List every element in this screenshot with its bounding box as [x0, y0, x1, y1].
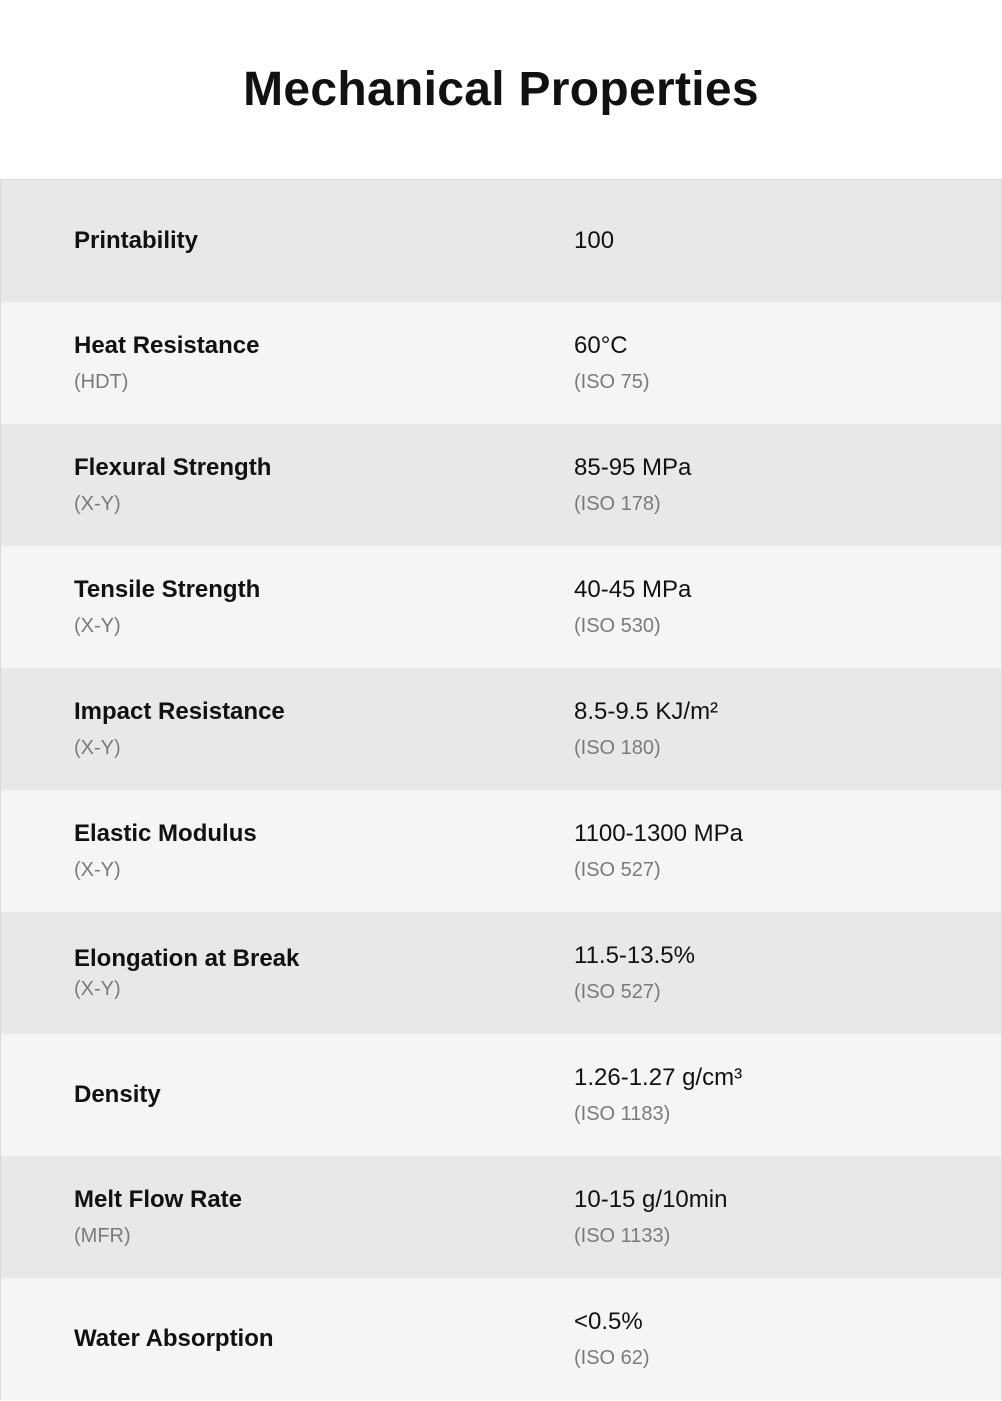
property-value: 11.5-13.5%	[574, 942, 695, 969]
property-name: Water Absorption	[74, 1325, 274, 1352]
property-name-cell	[74, 912, 514, 1034]
property-standard: (ISO 75)	[574, 371, 650, 393]
property-name-note: (X-Y)	[74, 493, 121, 515]
property-value: 60°C	[574, 332, 628, 359]
table-row	[1, 790, 1001, 912]
property-standard: (ISO 1183)	[574, 1103, 671, 1125]
property-standard: (ISO 527)	[574, 859, 661, 881]
table-row	[1, 1034, 1001, 1156]
property-name: Melt Flow Rate	[74, 1186, 243, 1213]
property-value: 40-45 MPa	[574, 576, 692, 603]
property-standard: (ISO 527)	[574, 981, 661, 1003]
property-value-cell	[574, 790, 994, 912]
page-title: Mechanical Properties	[243, 63, 759, 116]
table-row	[1, 668, 1001, 790]
property-name: Heat Resistance	[74, 332, 260, 359]
property-value: 1.26-1.27 g/cm³	[574, 1064, 743, 1091]
table-row	[1, 424, 1001, 546]
table-row	[1, 180, 1001, 302]
property-name-cell	[74, 424, 514, 546]
property-name: Tensile Strength	[74, 576, 261, 603]
property-name: Density	[74, 1081, 161, 1108]
table-row	[1, 1156, 1001, 1278]
property-name: Flexural Strength	[74, 454, 272, 481]
property-value-cell	[574, 302, 994, 424]
table-row	[1, 302, 1001, 424]
properties-table	[0, 179, 1002, 1400]
table-row	[1, 1278, 1001, 1400]
property-value-cell	[574, 424, 994, 546]
property-name-cell	[74, 1156, 514, 1278]
property-standard: (ISO 1133)	[574, 1225, 671, 1247]
property-name-cell	[74, 1034, 514, 1156]
property-name-note: (X-Y)	[74, 859, 121, 881]
property-name-cell	[74, 302, 514, 424]
property-standard: (ISO 178)	[574, 493, 661, 515]
property-name: Printability	[74, 227, 199, 254]
property-name-note: (X-Y)	[74, 978, 121, 1000]
property-value: 10-15 g/10min	[574, 1186, 728, 1213]
property-name-cell	[74, 1278, 514, 1400]
property-name-cell	[74, 180, 514, 302]
property-value-cell	[574, 1034, 994, 1156]
property-value-cell	[574, 912, 994, 1034]
property-value: 8.5-9.5 KJ/m²	[574, 698, 719, 725]
property-name: Elastic Modulus	[74, 820, 257, 847]
property-name-note: (HDT)	[74, 371, 129, 393]
property-name-cell	[74, 790, 514, 912]
property-name: Elongation at Break	[74, 945, 300, 972]
property-name-cell	[74, 668, 514, 790]
property-value-cell	[574, 1156, 994, 1278]
table-row	[1, 546, 1001, 668]
property-name-note: (MFR)	[74, 1225, 131, 1247]
property-name: Impact Resistance	[74, 698, 285, 725]
property-value: 100	[574, 227, 615, 254]
property-value-cell	[574, 180, 994, 302]
table-row	[1, 912, 1001, 1034]
property-value-cell	[574, 546, 994, 668]
property-name-cell	[74, 546, 514, 668]
property-standard: (ISO 62)	[574, 1347, 650, 1369]
property-value: 85-95 MPa	[574, 454, 692, 481]
property-name-note: (X-Y)	[74, 615, 121, 637]
property-value-cell	[574, 668, 994, 790]
property-value: 1100-1300 MPa	[574, 820, 744, 847]
property-name-note: (X-Y)	[74, 737, 121, 759]
property-value-cell	[574, 1278, 994, 1400]
property-standard: (ISO 530)	[574, 615, 661, 637]
property-value: <0.5%	[574, 1308, 643, 1335]
property-standard: (ISO 180)	[574, 737, 661, 759]
